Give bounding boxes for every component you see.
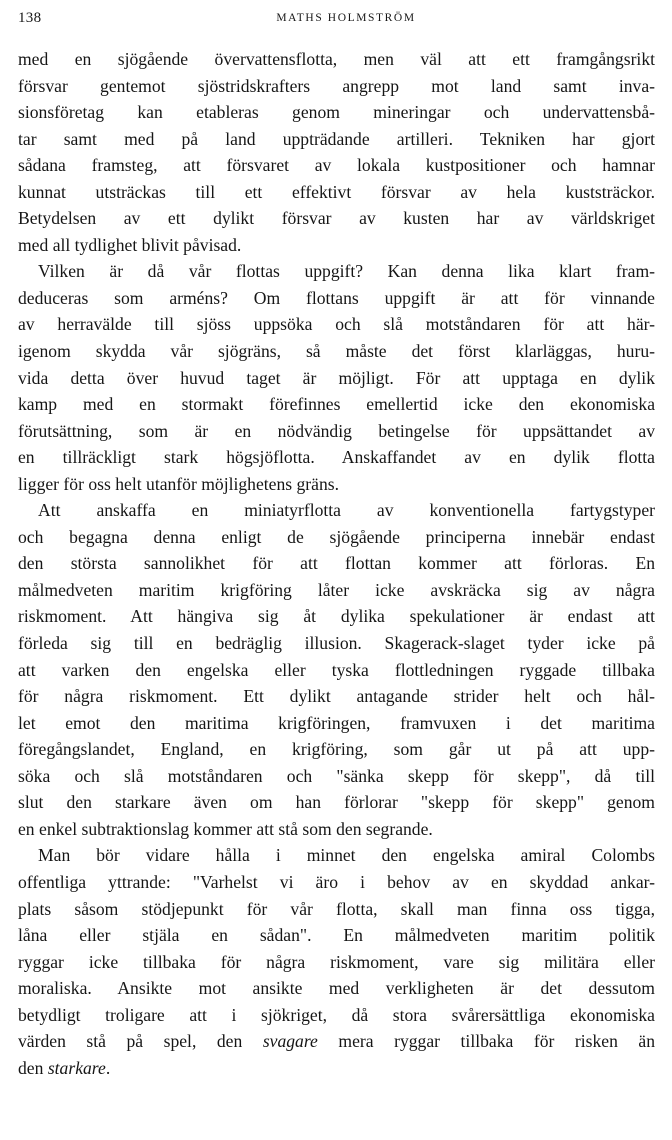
- text-run: den: [18, 1057, 48, 1078]
- text-line: en tillräckligt stark högsjöflotta. Anskaffandet av en dylik flotta: [18, 447, 655, 468]
- text-line: förleda sig till en bedräglig illusion. Skagerack-slaget tyder icke på: [18, 633, 655, 654]
- text-run: värden stå på spel, den: [18, 1031, 263, 1052]
- running-title: MATHS HOLMSTRÖM: [276, 12, 416, 24]
- body-text: [18, 46, 655, 1081]
- text-line: för några riskmoment. Ett dylikt antagande strider helt och hål-: [18, 686, 655, 707]
- text-line: Vilken är då vår flottas uppgift? Kan denna lika klart fram-: [38, 261, 655, 282]
- text-line: offentliga yttrande: "Varhelst vi äro i behov av en skyddad ankar-: [18, 871, 655, 892]
- emphasis: svagare: [262, 1031, 318, 1052]
- text-line: ryggar icke tillbaka för några riskmoment, vare sig militära eller: [18, 951, 655, 972]
- emphasis: starkare: [47, 1057, 106, 1078]
- text-line: med en sjögående övervattensflotta, men väl att ett framgångsrikt: [18, 49, 655, 69]
- text-line: ligger för oss helt utanför möjlighetens gräns.: [18, 473, 340, 494]
- text-line: sionsföretag kan etableras genom mineringar och undervattensbå-: [18, 102, 655, 123]
- text-line: av herravälde till sjöss uppsöka och slå motståndaren för att här-: [18, 314, 655, 335]
- text-line: [18, 1028, 655, 1055]
- text-line: kamp med en stormakt förefinnes emellertid icke den ekonomiska: [18, 394, 655, 415]
- text-line: söka och slå motståndaren och "sänka skepp för skepp", då till: [18, 765, 655, 786]
- text-line: och begagna denna enligt de sjögående principerna innebär endast: [18, 526, 655, 547]
- text-line: tar samt med på land uppträdande artilleri. Tekniken har gjort: [18, 128, 655, 149]
- text-line: plats såsom stödjepunkt för vår flotta, skall man finna oss tigga,: [18, 898, 655, 919]
- text-run: .: [105, 1057, 111, 1078]
- text-line: med all tydlighet blivit påvisad.: [18, 234, 242, 255]
- page-number: 138: [18, 10, 42, 26]
- text-line: [18, 1055, 655, 1082]
- text-line: moraliska. Ansikte mot ansikte med verkligheten är det dessutom: [18, 978, 655, 999]
- text-line: riskmoment. Att hängiva sig åt dylika spekulationer är endast att: [18, 606, 655, 627]
- text-run: mera ryggar tillbaka för risken än: [317, 1031, 655, 1052]
- text-line: låna eller stjäla en sådan". En målmedveten maritim politik: [18, 925, 655, 946]
- text-line: Att anskaffa en miniatyrflotta av konventionella fartygstyper: [38, 500, 655, 521]
- text-line: Betydelsen av ett dylikt försvar av kusten har av världskriget: [18, 208, 655, 229]
- text-line: föregångslandet, England, en krigföring, som går ut på att upp-: [18, 739, 655, 760]
- text-line: kunnat utsträckas till ett effektivt försvar av hela kuststräckor.: [18, 181, 655, 202]
- text-line: betydligt troligare att i sjökriget, då stora svårersättliga ekonomiska: [18, 1004, 655, 1025]
- text-line: den största sannolikhet för att flottan kommer att förloras. En: [18, 553, 655, 574]
- text-line: att varken den engelska eller tyska flottledningen ryggade tillbaka: [18, 659, 655, 680]
- text-line: förutsättning, som är en nödvändig betingelse för uppsättandet av: [18, 420, 655, 441]
- text-line: Man bör vidare hålla i minnet den engelska amiral Colombs: [38, 845, 655, 866]
- text-line: deduceras som arméns? Om flottans uppgift är att för vinnande: [18, 287, 655, 308]
- text-line: let emot den maritima krigföringen, framvuxen i det maritima: [18, 712, 655, 733]
- text-line: slut den starkare även om han förlorar "skepp för skepp" genom: [18, 792, 655, 813]
- text-line: sådana framsteg, att försvaret av lokala kustpositioner och hamnar: [18, 155, 655, 176]
- running-head: [18, 10, 656, 32]
- text-line: målmedveten maritim krigföring låter icke avskräcka sig av några: [18, 579, 655, 600]
- text-line: vida detta över huvud taget är möjligt. För att upptaga en dylik: [18, 367, 655, 388]
- text-line: försvar gentemot sjöstridskrafters angrepp mot land samt inva-: [18, 75, 655, 96]
- text-line: en enkel subtraktionslag kommer att stå som den segrande.: [18, 818, 433, 839]
- text-line: igenom skydda vår sjögräns, så måste det först klarläggas, huru-: [18, 341, 655, 362]
